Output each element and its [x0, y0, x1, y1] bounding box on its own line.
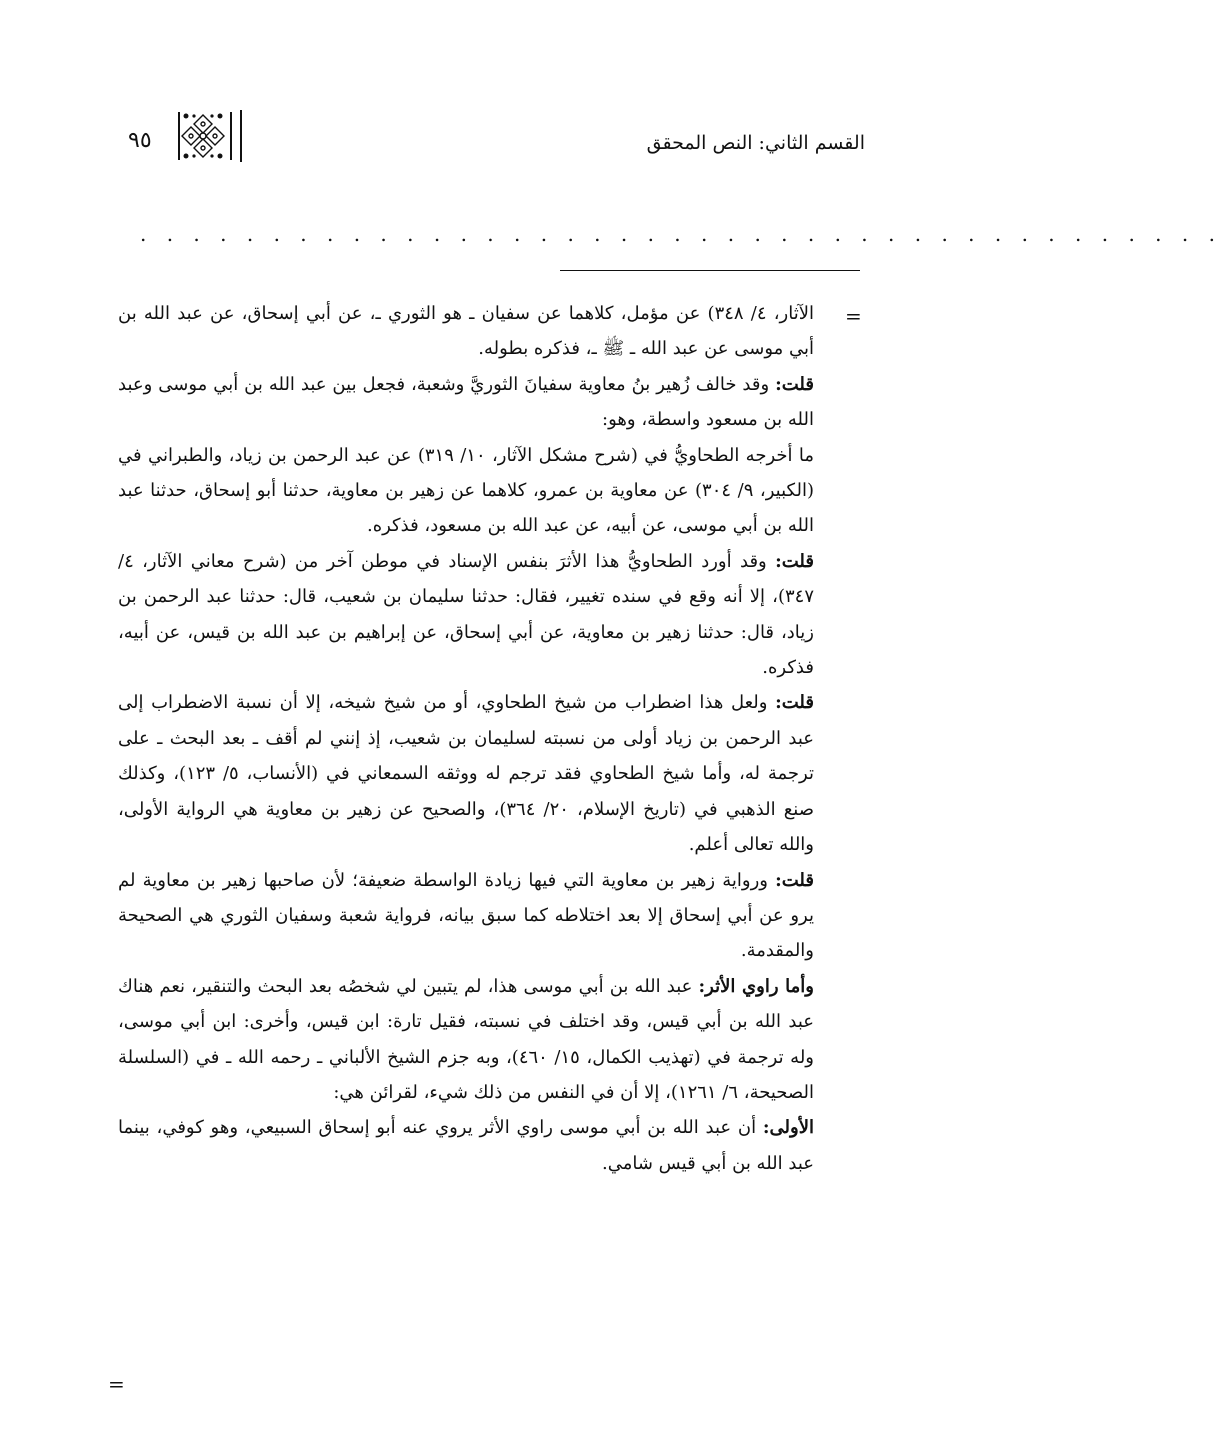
paragraph-lead: قلت:	[775, 550, 814, 572]
paragraph-lead: قلت:	[775, 692, 814, 714]
continuation-marker-top: =	[845, 304, 862, 328]
paragraph-lead: الأولى:	[762, 1117, 814, 1139]
paragraph-text: ولعل هذا اضطراب من شيخ الطحاوي، أو من شيخ شيخه، إلا أن نسبة الاضطراب إلى عبد الرحمن بن زياد أولى من نسبته لسليمان بن شعيب، إذ إنني لم أقف ـ بعد البحث ـ على ترجمة له، وأما شيخ الطحاوي فقد ترجم له ووثقه السمعاني في (الأنساب، ٥/ ١٢٣)، وكذلك صنع الذهبي في (تاريخ الإسلام، ٢٠/ ٣٦٤)، والصحيح عن زهير بن معاوية هي الرواية الأولى، والله تعالى أعلم.	[118, 692, 814, 856]
paragraph-lead: قلت:	[775, 373, 814, 395]
paragraph	[118, 544, 814, 686]
paragraph	[118, 367, 814, 438]
paragraph-lead: قلت:	[775, 869, 814, 891]
paragraph-text: ما أخرجه الطحاويُّ في (شرح مشكل الآثار، ١٠/ ٣١٩) عن عبد الرحمن بن زياد، والطبراني في (الكبير، ٩/ ٣٠٤) عن معاوية بن عمرو، كلاهما عن زهير بن معاوية، حدثنا أبو إسحاق، حدثنا عبد الله بن أبي موسى، عن أبيه، عن عبد الله بن مسعود، فذكره.	[118, 444, 814, 537]
paragraph-text: ورواية زهير بن معاوية التي فيها زيادة الواسطة ضعيفة؛ لأن صاحبها زهير بن معاوية لم يرو عن أبي إسحاق إلا بعد اختلاطه كما سبق بيانه، فرواية شعبة وسفيان الثوري هي الصحيحة والمقدمة.	[118, 869, 814, 962]
footnote-body	[118, 296, 814, 1181]
paragraph	[118, 296, 814, 367]
separator-dots: . . . . . . . . . . . . . . . . . . . . . . . . . . . . . . . . . . . . . . . . .	[140, 222, 1222, 246]
paragraph	[118, 863, 814, 969]
paragraph-text: وقد أورد الطحاويُّ هذا الأثرَ بنفس الإسناد في موطن آخر من (شرح معاني الآثار، ٤/ ٣٤٧)، إلا أنه وقع في سنده تغيير، فقال: حدثنا سليمان بن شعيب، قال: حدثنا عبد الرحمن بن زياد، قال: حدثنا زهير بن معاوية، عن أبي إسحاق، عن إبراهيم بن عبد الله بن قيس، عن أبيه، فذكره.	[118, 550, 814, 679]
paragraph-lead: وأما راوي الأثر:	[698, 975, 814, 997]
paragraph	[118, 438, 814, 544]
paragraph	[118, 969, 814, 1111]
page-number: ٩٥	[128, 128, 152, 153]
paragraph-text: عبد الله بن أبي موسى هذا، لم يتبين لي شخصُه بعد البحث والتنقير، نعم هناك عبد الله بن أبي قيس، وقد اختلف في نسبته، فقيل تارة: ابن قيس، وأخرى: ابن أبي موسى، وله ترجمة في (تهذيب الكمال، ١٥/ ٤٦٠)، وبه جزم الشيخ الألباني ـ رحمه الله ـ في (السلسلة الصحيحة، ٦/ ١٢٦١)، إلا أن في النفس من ذلك شيء، لقرائن هي:	[118, 975, 814, 1103]
header-rule	[240, 110, 745, 162]
paragraph-text: أن عبد الله بن أبي موسى راوي الأثر يروي عنه أبو إسحاق السبيعي، وهو كوفي، بينما عبد الله بن أبي قيس شامي.	[118, 1117, 814, 1174]
footnote-rule	[560, 270, 860, 271]
ornament-icon	[178, 112, 232, 160]
paragraph	[118, 1110, 814, 1181]
continuation-marker-bottom: =	[108, 1372, 125, 1396]
paragraph	[118, 685, 814, 862]
section-title: القسم الثاني: النص المحقق	[646, 132, 865, 154]
paragraph-text: الآثار، ٤/ ٣٤٨) عن مؤمل، كلاهما عن سفيان ـ هو الثوري ـ، عن أبي إسحاق، عن عبد الله بن أبي موسى عن عبد الله ـ ﷺ ـ، فذكره بطوله.	[118, 303, 814, 360]
page-header	[120, 110, 865, 166]
paragraph-text: وقد خالف زُهير بنُ معاوية سفيانَ الثوريَّ وشعبة، فجعل بين عبد الله بن أبي موسى وعبد الله بن مسعود واسطة، وهو:	[118, 373, 814, 431]
